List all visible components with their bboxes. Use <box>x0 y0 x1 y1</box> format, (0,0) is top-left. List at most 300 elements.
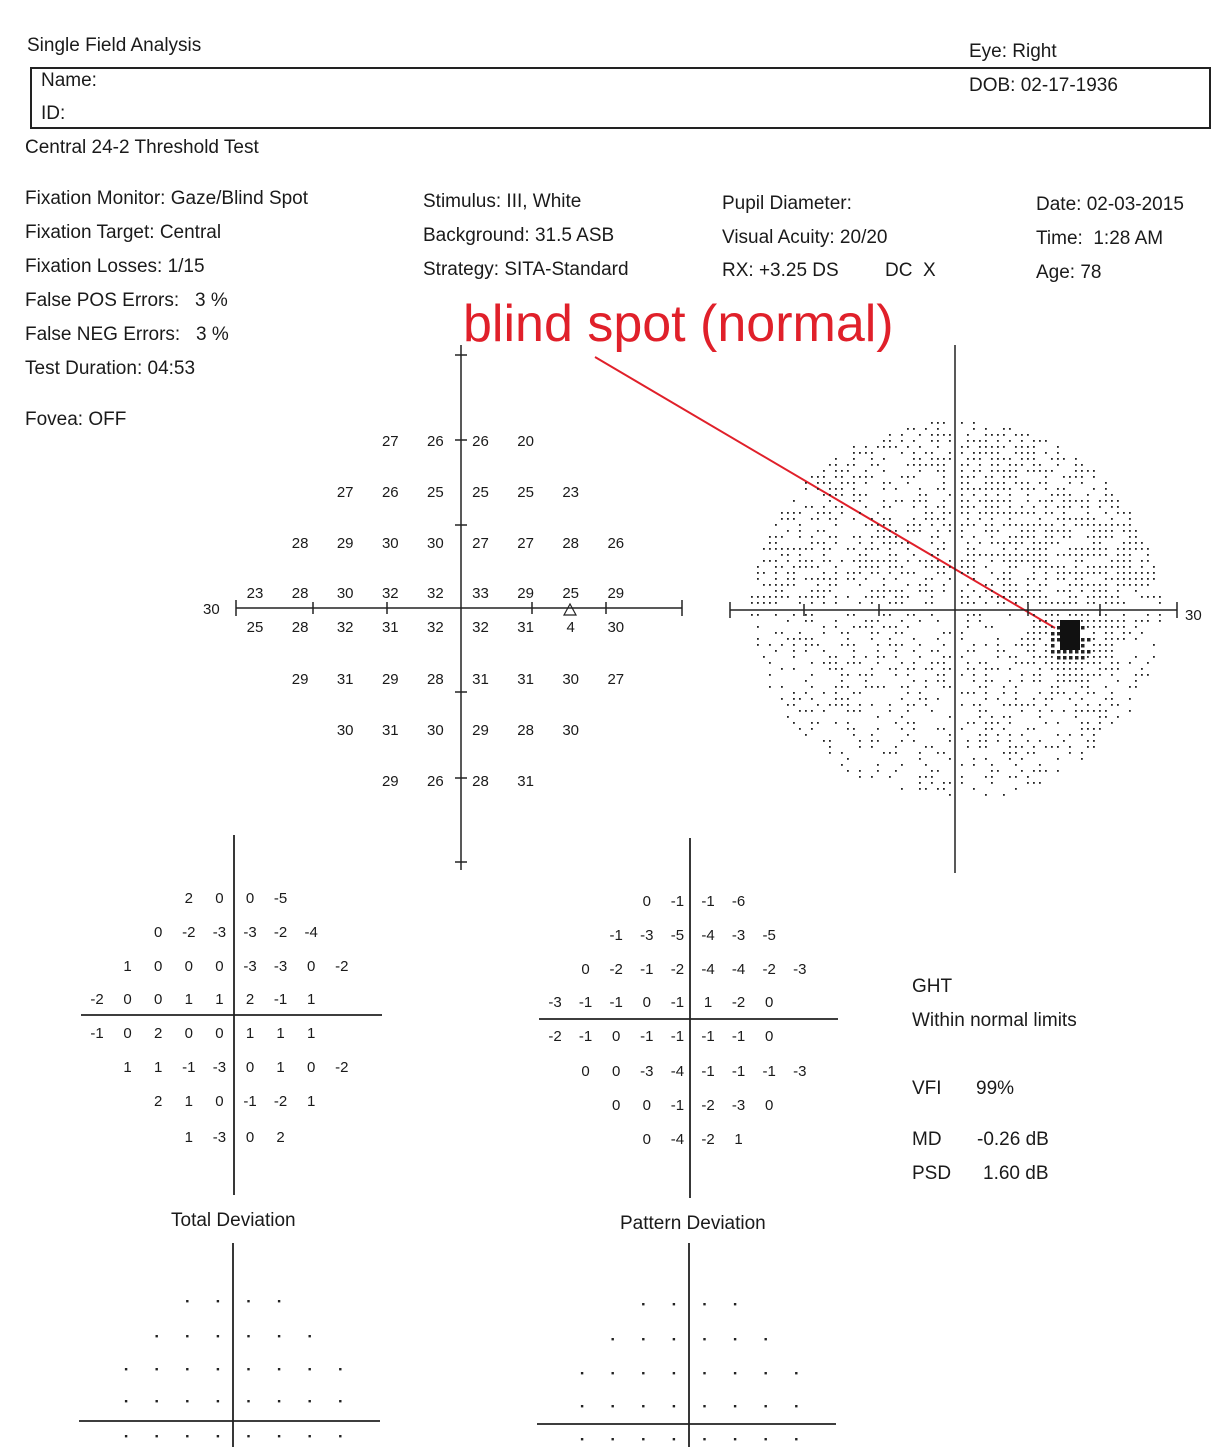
grayscale-dot <box>1009 566 1011 568</box>
grid-value: 31 <box>517 671 534 688</box>
grayscale-dot <box>1015 446 1017 448</box>
grayscale-dot <box>841 476 843 478</box>
probability-symbol <box>186 1368 188 1370</box>
grayscale-dot <box>1117 578 1119 580</box>
grayscale-dot <box>1051 626 1053 628</box>
grayscale-dot <box>889 752 891 754</box>
grayscale-dot <box>943 590 945 592</box>
grayscale-dot <box>919 584 921 586</box>
grayscale-dot <box>961 512 963 514</box>
grayscale-dot <box>1117 554 1119 556</box>
grayscale-dot <box>1021 638 1023 640</box>
grayscale-dot <box>1045 470 1047 472</box>
grayscale-dot <box>883 488 885 490</box>
grayscale-dot <box>931 536 933 538</box>
grid-value: 29 <box>381 773 399 790</box>
grayscale-dot <box>1153 644 1155 646</box>
probability-symbol <box>673 1338 675 1340</box>
fovea-status: Fovea: OFF <box>25 409 127 430</box>
grayscale-dot <box>1111 638 1113 640</box>
grayscale-dot <box>1015 554 1017 556</box>
grayscale-dot <box>775 542 777 544</box>
psd-label: PSD <box>912 1163 952 1184</box>
grayscale-dot <box>1093 746 1095 748</box>
grayscale-dot <box>991 764 993 766</box>
grayscale-dot <box>961 590 963 592</box>
grayscale-dot <box>985 698 987 700</box>
grayscale-dot <box>1111 596 1113 598</box>
grayscale-dot <box>1105 494 1107 496</box>
grayscale-dot <box>1093 644 1095 646</box>
grayscale-dot <box>787 704 789 706</box>
grayscale-dot <box>1015 542 1017 544</box>
grayscale-dot <box>1045 644 1047 646</box>
grayscale-dot <box>1105 698 1107 700</box>
grayscale-dot <box>991 722 993 724</box>
grayscale-dot <box>1111 692 1113 694</box>
grayscale-dot <box>775 584 777 586</box>
grayscale-dot <box>1045 536 1047 538</box>
grayscale-dot <box>799 566 801 568</box>
grayscale-dot <box>793 650 795 652</box>
grayscale-dot <box>1045 722 1047 724</box>
grayscale-dot <box>979 686 981 688</box>
grayscale-dot <box>1033 530 1035 532</box>
grayscale-dot <box>997 488 999 490</box>
grayscale-dot <box>907 674 909 676</box>
grayscale-dot <box>913 524 915 526</box>
grayscale-dot <box>913 704 915 706</box>
probability-symbol <box>734 1338 736 1340</box>
grayscale-dot <box>1021 446 1023 448</box>
grayscale-dot <box>991 584 993 586</box>
grayscale-dot <box>823 482 825 484</box>
probability-symbol <box>278 1335 280 1337</box>
grayscale-dot <box>751 602 753 604</box>
grayscale-dot <box>829 704 831 706</box>
grayscale-dot <box>1075 662 1077 664</box>
grayscale-dot <box>1099 542 1101 544</box>
grayscale-dot <box>1129 662 1131 664</box>
grayscale-dot <box>901 620 903 622</box>
grayscale-dot <box>871 626 873 628</box>
grayscale-dot <box>1075 704 1077 706</box>
grayscale-dot <box>1003 728 1005 730</box>
grid-value: 29 <box>607 585 625 602</box>
grid-value: -1 <box>273 991 288 1008</box>
grayscale-dot <box>769 584 771 586</box>
grayscale-dot <box>1021 542 1023 544</box>
grayscale-dot <box>1015 776 1017 778</box>
grayscale-dot <box>1123 566 1125 568</box>
grayscale-dot <box>859 602 861 604</box>
grayscale-dot <box>799 710 801 712</box>
grayscale-dot <box>937 464 939 466</box>
probability-symbol <box>339 1368 341 1370</box>
grayscale-dot <box>793 644 795 646</box>
grayscale-dot <box>961 638 963 640</box>
grayscale-dot <box>973 674 975 676</box>
grayscale-dot <box>985 434 987 436</box>
grayscale-dot <box>889 482 891 484</box>
grayscale-dot <box>967 548 969 550</box>
grayscale-dot <box>1081 548 1083 550</box>
grayscale-dot <box>787 620 789 622</box>
grayscale-dot <box>1021 554 1023 556</box>
grid-value: 26 <box>427 433 444 450</box>
false-pos-errors: False POS Errors: 3 % <box>25 290 228 311</box>
grayscale-dot <box>943 674 945 676</box>
grayscale-dot <box>907 626 909 628</box>
grayscale-dot <box>805 644 807 646</box>
grayscale-dot <box>1093 650 1095 652</box>
grayscale-dot <box>811 506 813 508</box>
grayscale-dot <box>901 566 903 568</box>
grayscale-dot <box>1009 746 1011 748</box>
grayscale-dot <box>859 746 861 748</box>
grayscale-dot <box>1057 530 1059 532</box>
grayscale-dot <box>1081 578 1083 580</box>
grayscale-dot <box>823 740 825 742</box>
grid-value: 31 <box>381 722 399 739</box>
grayscale-dot <box>865 686 867 688</box>
grid-value: -2 <box>335 1059 349 1076</box>
grayscale-dot <box>751 596 753 598</box>
grayscale-dot <box>1117 566 1119 568</box>
grayscale-dot <box>817 530 819 532</box>
grayscale-dot <box>1045 524 1047 526</box>
grayscale-dot <box>853 488 855 490</box>
grayscale-dot <box>967 746 969 748</box>
grid-value: 28 <box>427 671 444 688</box>
grayscale-dot <box>1129 698 1131 700</box>
grayscale-dot <box>991 530 993 532</box>
grayscale-dot <box>769 596 771 598</box>
grayscale-dot <box>1009 518 1011 520</box>
grayscale-dot <box>763 656 765 658</box>
grayscale-dot <box>961 560 963 562</box>
grayscale-dot <box>1045 650 1047 652</box>
probability-symbol <box>734 1438 736 1440</box>
grayscale-dot <box>1123 572 1125 574</box>
grayscale-dot <box>1027 554 1029 556</box>
grayscale-dot <box>1003 692 1005 694</box>
grayscale-dot <box>1105 614 1107 616</box>
grayscale-dot <box>793 668 795 670</box>
grayscale-dot <box>829 584 831 586</box>
grayscale-dot <box>1087 596 1089 598</box>
grayscale-dot <box>1099 626 1101 628</box>
grayscale-dot <box>1057 692 1059 694</box>
grayscale-dot <box>889 434 891 436</box>
grid-value: -3 <box>273 958 288 975</box>
grid-value: -3 <box>212 1129 227 1146</box>
probability-symbol <box>217 1435 219 1437</box>
grayscale-dot <box>1051 620 1053 622</box>
grayscale-dot <box>835 620 837 622</box>
grayscale-dot <box>1003 524 1005 526</box>
grayscale-dot <box>1135 530 1137 532</box>
grayscale-dot <box>1021 434 1023 436</box>
grayscale-dot <box>793 656 795 658</box>
grayscale-dot <box>1105 548 1107 550</box>
grayscale-dot <box>961 482 963 484</box>
grayscale-dot <box>805 566 807 568</box>
grayscale-dot <box>787 578 789 580</box>
grayscale-dot <box>1087 650 1091 654</box>
grayscale-dot <box>1027 590 1029 592</box>
grayscale-dot <box>1075 716 1077 718</box>
grayscale-dot <box>1063 530 1065 532</box>
grayscale-dot <box>907 524 909 526</box>
grayscale-dot <box>1051 524 1053 526</box>
grayscale-dot <box>1147 662 1149 664</box>
grayscale-dot <box>1087 500 1089 502</box>
grayscale-dot <box>1033 440 1035 442</box>
grayscale-dot <box>1141 674 1143 676</box>
grayscale-dot <box>1069 494 1071 496</box>
probability-symbol <box>795 1372 797 1374</box>
grayscale-dot <box>1081 560 1083 562</box>
grayscale-dot <box>925 578 927 580</box>
grayscale-dot <box>1033 770 1035 772</box>
probability-symbol <box>612 1438 614 1440</box>
grayscale-dot <box>1111 566 1113 568</box>
grayscale-dot <box>937 572 939 574</box>
grayscale-dot <box>961 446 963 448</box>
grayscale-dot <box>961 476 963 478</box>
grayscale-dot <box>973 428 975 430</box>
grayscale-dot <box>829 500 831 502</box>
grayscale-dot <box>1093 548 1095 550</box>
probability-symbol <box>278 1300 280 1302</box>
grayscale-dot <box>973 524 975 526</box>
grayscale-dot <box>793 692 795 694</box>
test-duration: Test Duration: 04:53 <box>25 358 196 379</box>
grayscale-dot <box>1063 572 1065 574</box>
grayscale-dot <box>991 776 993 778</box>
grayscale-dot <box>1051 542 1053 544</box>
grayscale-dot <box>859 710 861 712</box>
fixation-target: Fixation Target: Central <box>25 222 222 243</box>
grayscale-dot <box>1087 620 1089 622</box>
grayscale-dot <box>1093 476 1095 478</box>
grayscale-dot <box>1081 752 1083 754</box>
grayscale-dot <box>1045 770 1047 772</box>
grayscale-dot <box>979 554 981 556</box>
grayscale-dot <box>1045 542 1047 544</box>
grayscale-dot <box>835 464 837 466</box>
grayscale-dot <box>757 572 759 574</box>
probability-symbol <box>765 1372 767 1374</box>
grayscale-dot <box>841 764 843 766</box>
grayscale-dot <box>961 530 963 532</box>
grayscale-dot <box>967 464 969 466</box>
grayscale-dot <box>1069 674 1071 676</box>
grayscale-dot <box>973 722 975 724</box>
grid-value: 2 <box>184 890 193 907</box>
grayscale-dot <box>1129 572 1131 574</box>
grayscale-dot <box>1129 512 1131 514</box>
grayscale-dot <box>763 584 765 586</box>
grayscale-dot <box>823 632 825 634</box>
grayscale-dot <box>1027 578 1029 580</box>
probability-symbol <box>156 1335 158 1337</box>
grayscale-dot <box>1033 446 1035 448</box>
grayscale-dot <box>1027 512 1029 514</box>
grid-value: 1 <box>307 1025 316 1042</box>
grayscale-dot <box>943 788 945 790</box>
grayscale-dot <box>853 518 855 520</box>
grayscale-dot <box>925 500 927 502</box>
grayscale-dot <box>949 566 951 568</box>
grayscale-dot <box>871 560 873 562</box>
grayscale-dot <box>1003 548 1005 550</box>
grayscale-dot <box>805 650 807 652</box>
grid-value: 2 <box>154 1093 163 1110</box>
grayscale-dot <box>1027 458 1029 460</box>
grid-value: 0 <box>215 890 224 907</box>
grayscale-dot <box>979 740 981 742</box>
grayscale-dot <box>937 548 939 550</box>
grayscale-dot <box>889 446 891 448</box>
grayscale-dot <box>877 560 879 562</box>
grid-value: 1 <box>154 1059 163 1076</box>
grayscale-dot <box>1003 470 1005 472</box>
grayscale-dot <box>1003 446 1005 448</box>
grayscale-dot <box>1141 620 1143 622</box>
grayscale-dot <box>1033 746 1035 748</box>
grayscale-dot <box>1051 686 1053 688</box>
grayscale-dot <box>1105 584 1107 586</box>
probability-symbol <box>186 1335 188 1337</box>
grayscale-dot <box>961 572 963 574</box>
grayscale-dot <box>829 536 831 538</box>
grayscale-dot <box>973 554 975 556</box>
grayscale-dot <box>853 452 855 454</box>
grayscale-dot <box>1039 668 1041 670</box>
grayscale-dot <box>865 626 867 628</box>
grayscale-dot <box>853 692 855 694</box>
grayscale-dot <box>769 674 771 676</box>
grayscale-dot <box>1081 626 1085 630</box>
grayscale-dot <box>835 536 837 538</box>
grayscale-dot <box>907 446 909 448</box>
grayscale-dot <box>871 686 873 688</box>
grayscale-dot <box>1105 686 1107 688</box>
grayscale-dot <box>1087 626 1089 628</box>
probability-symbol <box>186 1435 188 1437</box>
grayscale-dot <box>1033 488 1035 490</box>
grayscale-dot <box>937 752 939 754</box>
grayscale-dot <box>1039 770 1041 772</box>
grayscale-dot <box>1069 680 1071 682</box>
grayscale-dot <box>985 776 987 778</box>
grayscale-dot <box>871 572 873 574</box>
grayscale-dot <box>805 692 807 694</box>
grayscale-dot <box>991 488 993 490</box>
grayscale-dot <box>1093 536 1095 538</box>
grayscale-dot <box>961 632 963 634</box>
grayscale-dot <box>1099 548 1101 550</box>
grid-value: -1 <box>609 994 623 1011</box>
grayscale-dot <box>835 566 837 568</box>
grayscale-dot <box>979 446 981 448</box>
grayscale-dot <box>805 710 807 712</box>
grayscale-dot <box>1123 530 1125 532</box>
grayscale-dot <box>1123 554 1125 556</box>
grayscale-dot <box>961 536 963 538</box>
grayscale-dot <box>1141 596 1143 598</box>
grayscale-dot <box>1075 596 1077 598</box>
grayscale-dot <box>1159 596 1161 598</box>
grid-value: -2 <box>670 961 685 978</box>
grayscale-dot <box>1093 638 1095 640</box>
grayscale-dot <box>1057 650 1061 654</box>
grayscale-dot <box>985 668 987 670</box>
grayscale-dot <box>1009 716 1011 718</box>
grayscale-dot <box>883 458 885 460</box>
grayscale-dot <box>1003 794 1005 796</box>
grayscale-dot <box>841 560 843 562</box>
grayscale-dot <box>907 548 909 550</box>
grayscale-dot <box>967 500 969 502</box>
grayscale-dot <box>937 422 939 424</box>
grayscale-dot <box>1009 590 1011 592</box>
probability-symbol <box>765 1405 767 1407</box>
grayscale-dot <box>979 662 981 664</box>
grayscale-dot <box>925 590 927 592</box>
grayscale-dot <box>931 578 933 580</box>
grayscale-dot <box>1099 584 1101 586</box>
grayscale-dot <box>1051 710 1053 712</box>
grayscale-dot <box>1159 602 1161 604</box>
grayscale-dot <box>1111 524 1113 526</box>
probability-symbol <box>642 1338 644 1340</box>
grayscale-dot <box>985 554 987 556</box>
grayscale-dot <box>901 740 903 742</box>
grayscale-dot <box>1027 602 1029 604</box>
grayscale-dot <box>811 638 813 640</box>
grayscale-dot <box>793 518 795 520</box>
grayscale-dot <box>943 482 945 484</box>
grayscale-dot <box>895 500 897 502</box>
grid-value: 0 <box>642 1097 651 1114</box>
grayscale-dot <box>829 668 831 670</box>
grayscale-dot <box>907 734 909 736</box>
grayscale-dot <box>787 716 789 718</box>
grayscale-dot <box>985 692 987 694</box>
grayscale-dot <box>787 596 789 598</box>
grayscale-dot <box>835 584 837 586</box>
grayscale-dot <box>1099 710 1101 712</box>
grayscale-dot <box>1039 716 1041 718</box>
grayscale-dot <box>793 614 795 616</box>
grid-value: 29 <box>517 585 534 602</box>
probability-symbol <box>642 1303 644 1305</box>
grayscale-dot <box>931 452 933 454</box>
grid-value: 4 <box>566 619 575 636</box>
grayscale-dot <box>1015 590 1017 592</box>
grayscale-dot <box>1057 488 1059 490</box>
probability-symbol <box>186 1400 188 1402</box>
grayscale-dot <box>1063 668 1065 670</box>
grayscale-dot <box>889 590 891 592</box>
grayscale-dot <box>871 458 873 460</box>
grayscale-dot <box>1087 692 1089 694</box>
grayscale-dot <box>1087 602 1089 604</box>
grid-value: -5 <box>670 927 685 944</box>
